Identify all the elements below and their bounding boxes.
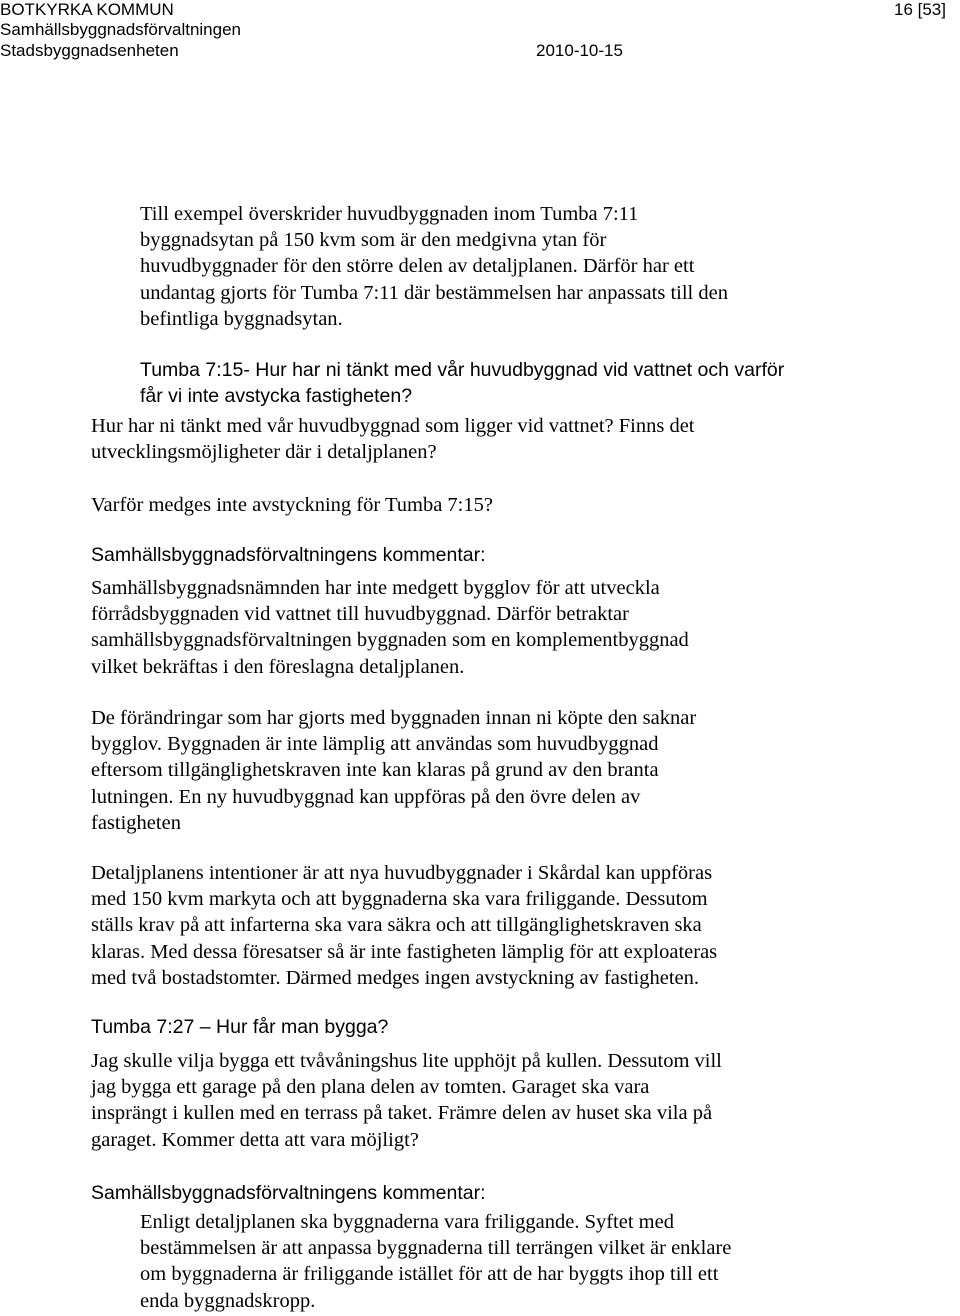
- text-line: insprängt i kullen med en terrass på taket. Främre delen av huset ska vila på: [91, 1102, 713, 1125]
- text-line: De förändringar som har gjorts med byggnaden innan ni köpte den saknar: [91, 707, 697, 729]
- text-line: Hur har ni tänkt med vår huvudbyggnad som ligger vid vattnet? Finns det: [91, 415, 695, 437]
- text-line: Detaljplanens intentioner är att nya huvudbyggnader i Skårdal kan uppföras: [91, 862, 713, 884]
- text-line: garaget. Kommer detta att vara möjligt?: [91, 1128, 419, 1151]
- text-line: Varför medges inte avstyckning för Tumba 7:15?: [91, 494, 493, 516]
- text-line: ställs krav på att infarterna ska vara säkra och att tillgänglighetskraven ska: [91, 914, 702, 937]
- text-line: Tumba 7:15- Hur har ni tänkt med vår huvudbyggnad vid vattnet och varför: [140, 359, 785, 381]
- text-line: Enligt detaljplanen ska byggnaderna vara friliggande. Syftet med: [140, 1211, 674, 1233]
- text-line: om byggnaderna är friliggande istället för att de har byggts ihop till ett: [140, 1263, 719, 1286]
- text-line: enda byggnadskropp.: [140, 1289, 316, 1312]
- question-tumba-7-27: [91, 1014, 388, 1040]
- header-unit: Stadsbyggnadsenheten: [0, 41, 179, 60]
- text-line: befintliga byggnadsytan.: [140, 307, 343, 330]
- text-line: med 150 kvm markyta och att byggnaderna ska vara friliggande. Dessutom: [91, 888, 708, 911]
- text-line: undantag gjorts för Tumba 7:11 där bestämmelsen har anpassats till den: [140, 281, 728, 304]
- question-tumba-7-15: [140, 357, 784, 409]
- text-line: Jag skulle vilja bygga ett tvåvåningshus lite upphöjt på kullen. Dessutom vill: [91, 1050, 722, 1072]
- header-organization: BOTKYRKA KOMMUN: [0, 0, 174, 19]
- text-line: bygglov. Byggnaden är inte lämplig att användas som huvudbyggnad: [91, 733, 659, 756]
- text-line: byggnadsytan på 150 kvm som är den medgivna ytan för: [140, 229, 607, 252]
- text-line: fastigheten: [91, 811, 181, 834]
- header-date: 2010-10-15: [536, 41, 623, 60]
- header-department: Samhällsbyggnadsförvaltningen: [0, 20, 241, 39]
- text-line: huvudbyggnader för den större delen av detaljplanen. Därför har ett: [140, 255, 695, 278]
- text-line: lutningen. En ny huvudbyggnad kan uppföras på den övre delen av: [91, 785, 641, 808]
- paragraph-forandringar: [91, 705, 696, 836]
- text-line: bestämmelsen är att anpassa byggnaderna till terrängen vilket är enklare: [140, 1237, 732, 1260]
- comment-heading: [91, 542, 486, 568]
- heading-text: Samhällsbyggnadsförvaltningens kommentar:: [91, 1182, 486, 1204]
- paragraph-comment-bygglov: [91, 575, 689, 680]
- text-line: Samhällsbyggnadsnämnden har inte medgett bygglov för att utveckla: [91, 577, 660, 599]
- text-line: förrådsbyggnaden vid vattnet till huvudbyggnad. Därför betraktar: [91, 603, 629, 626]
- text-line: eftersom tillgänglighetskraven inte kan klaras på grund av den branta: [91, 759, 659, 782]
- page-number: 16 [53]: [894, 0, 946, 19]
- text-line: Tumba 7:27 – Hur får man bygga?: [91, 1016, 389, 1038]
- heading-text: Samhällsbyggnadsförvaltningens kommentar:: [91, 544, 486, 566]
- comment-heading: [91, 1180, 486, 1206]
- text-line: jag bygga ett garage på den plana delen av tomten. Garaget ska vara: [91, 1076, 650, 1099]
- text-line: vilket bekräftas i den föreslagna detaljplanen.: [91, 655, 465, 678]
- text-line: får vi inte avstycka fastigheten?: [140, 385, 413, 408]
- paragraph-comment-friliggande: [140, 1209, 731, 1314]
- paragraph-tumba-7-11: [140, 201, 728, 332]
- text-line: klaras. Med dessa föresatser så är inte fastigheten lämplig för att exploateras: [91, 940, 718, 963]
- paragraph-detaljplanens-intentioner: [91, 860, 717, 991]
- text-line: Till exempel överskrider huvudbyggnaden inom Tumba 7:11: [140, 203, 639, 225]
- paragraph-avstyckning-question: [91, 492, 493, 518]
- text-line: med två bostadstomter. Därmed medges ingen avstyckning av fastigheten.: [91, 966, 700, 989]
- paragraph-question: [91, 413, 695, 465]
- text-line: utvecklingsmöjligheter där i detaljplanen?: [91, 441, 437, 464]
- paragraph-tvavaningshus: [91, 1048, 722, 1153]
- text-line: samhällsbyggnadsförvaltningen byggnaden som en komplementbyggnad: [91, 629, 689, 652]
